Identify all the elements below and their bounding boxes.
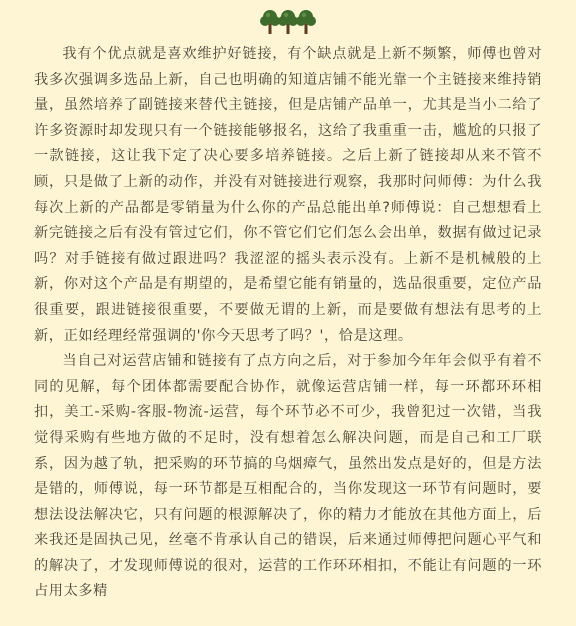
tree-icon (295, 8, 317, 34)
paragraph: 当自己对运营店铺和链接有了点方向之后，对于参加今年年会似乎有着不同的见解，每个团体都需要配合协作，就像运营店铺一样，每一环都环环相扣，美工-采购-客服-物流-运营，每个环节必不可少，我曾犯过一次错，当我觉得采购有些地方做的不足时，没有想着怎么解决问题，而是自己和工厂联系，因为越了轨，把采购的环节搞的乌烟瘴气，虽然出发点是好的，但是方法是错的，师傅说，每一环节都是互相配合的，当你发现这一环节有问题时，要想法设法解决它，只有问题的根源解决了，你的精力才能放在其他方面上，后来我还是固执己见，丝毫不肯承认自己的错误，后来通过师傅把问题心平气和的解决了，才发现师傅说的很对，运营的工作环环相扣，不能让有问题的一环占用太多精 (34, 353, 542, 600)
paragraph: 我有个优点就是喜欢维护好链接，有个缺点就是上新不频繁，师傅也曾对我多次强调多选品上新，自己也明确的知道店铺不能光靠一个主链接来维持销量，虽然培养了副链接来替代主链接，但是店铺产品单一，尤其是当小二给了许多资源时却发现只有一个链接能够报名，这给了我重重一击，尴尬的只报了一款链接，这让我下定了决心要多培养链接。之后上新了链接却从来不管不顾，只是做了上新的动作，并没有对链接进行观察，我那时问师傅：为什么我每次上新的产品都是零销量为什么你的产品总能出单?师傅说：自己想想看上新完链接之后有没有管过它们，你不管它们它们怎么会出单，数据有做过记录吗？对手链接有做过跟进吗？我涩涩的摇头表示没有。上新不是机械般的上新，你对这个产品是有期望的，是希望它能有销量的，选品很重要，定位产品很重要，跟进链接很重要，不要做无谓的上新，而是要做有想法有思考的上新，正如经理经常强调的'你今天思考了吗？'，恰是这理。 (34, 46, 542, 344)
ornament-divider (34, 8, 542, 34)
